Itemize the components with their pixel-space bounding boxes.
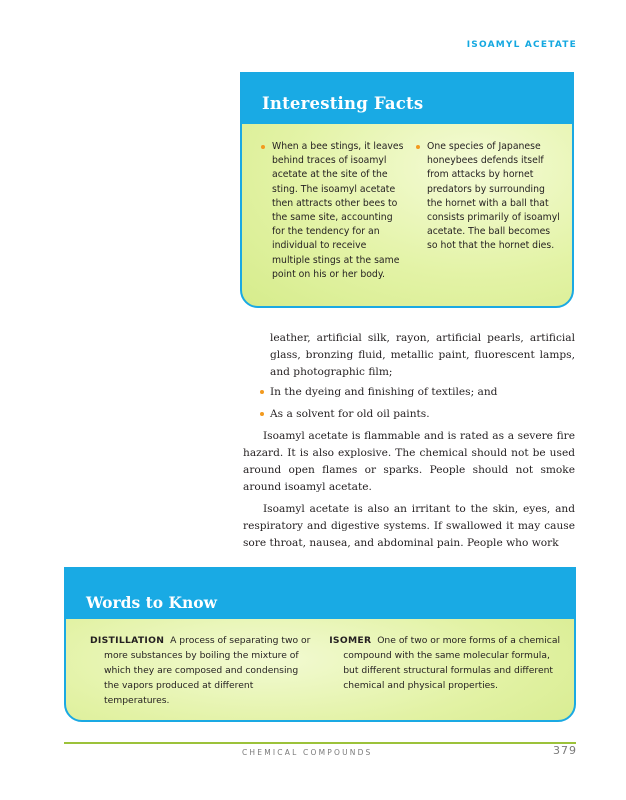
glossary-term: ISOMER (329, 635, 372, 646)
facts-column-right (415, 140, 560, 282)
list-item-text: As a solvent for old oil paints. (270, 408, 430, 420)
glossary-definition: One of two or more forms of a chemical compound with the same molecular formula, but different structural formulas and different chemical and physical properties. (343, 635, 561, 691)
bullet-icon (260, 412, 264, 416)
fact-text: When a bee stings, it leaves behind traces of isoamyl acetate at the site of the sting. The isoamyl acetate then attracts other bees to the same site, accounting for the tendency for an individual to receive multiple stings at the same point on his or her body. (272, 141, 404, 280)
list-item (243, 384, 575, 401)
facts-column-left (260, 140, 405, 282)
running-head: ISOAMYL ACETATE (466, 40, 577, 50)
interesting-facts-box (240, 72, 574, 308)
glossary-term: DISTILLATION (90, 635, 165, 646)
fact-text: One species of Japanese honeybees defends itself from attacks by hornet predators by surrounding the hornet with a ball that consists primarily of isoamyl acetate. The ball becomes so hot that the hornet dies. (427, 141, 560, 252)
interesting-facts-header (242, 74, 572, 124)
bullet-icon (261, 145, 265, 149)
glossary-definition: A process of separating two or more substances by boiling the mixture of which they are composed and condensing the vapors produced at different temperatures. (104, 635, 311, 706)
interesting-facts-title: Interesting Facts (262, 94, 424, 113)
fact-item (260, 140, 405, 282)
glossary-entry-distillation (90, 633, 315, 708)
words-to-know-title: Words to Know (86, 593, 217, 612)
interesting-facts-columns (260, 140, 560, 282)
paragraph-hazard: Isoamyl acetate is flammable and is rated as a severe fire hazard. It is also explosive. The chemical should not be used around open flames or sparks. People should not smoke around isoamyl acetate. (243, 430, 575, 493)
footer-book-title: CHEMICAL COMPOUNDS (242, 748, 373, 757)
words-to-know-box (64, 567, 576, 722)
list-item (243, 406, 575, 423)
bullet-icon (260, 390, 264, 394)
footer-divider (64, 742, 576, 744)
list-item-text: In the dyeing and finishing of textiles; and (270, 386, 498, 398)
fact-item (415, 140, 560, 254)
body-text (243, 330, 575, 552)
paragraph-irritant: Isoamyl acetate is also an irritant to the skin, eyes, and respiratory and digestive systems. If swallowed it may cause sore throat, nausea, and abdominal pain. People who work (243, 503, 575, 549)
bullet-icon (416, 145, 420, 149)
page-number: 379 (553, 744, 577, 757)
words-to-know-columns (90, 633, 560, 708)
continued-list-text: leather, artificial silk, rayon, artificial pearls, artificial glass, bronzing fluid, metallic paint, fluorescent lamps, and photographic film; (270, 332, 575, 378)
words-to-know-header (66, 569, 574, 619)
uses-list (243, 384, 575, 423)
glossary-entry-isomer (329, 633, 560, 708)
